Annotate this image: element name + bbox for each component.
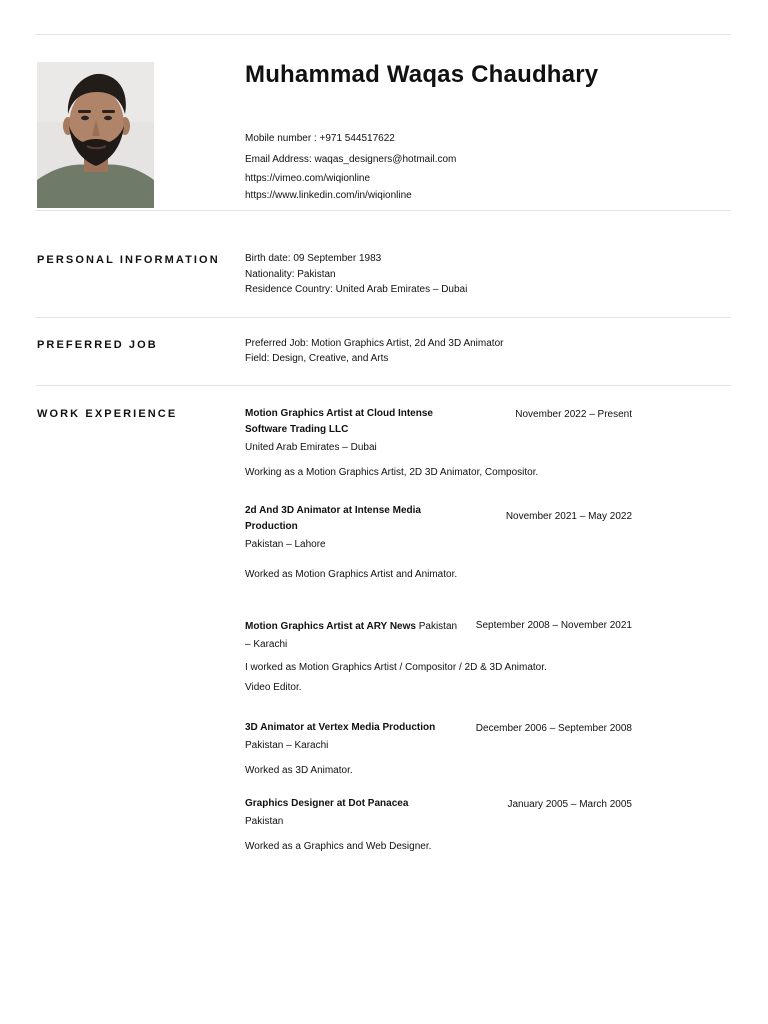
job-description: Worked as a Graphics and Web Designer. bbox=[245, 841, 432, 852]
person-portrait-icon bbox=[37, 62, 154, 208]
work-experience-heading: WORK EXPERIENCE bbox=[37, 408, 178, 420]
linkedin-link[interactable]: https://www.linkedin.com/in/wiqionline bbox=[245, 190, 412, 201]
full-name: Muhammad Waqas Chaudhary bbox=[245, 61, 599, 88]
top-divider bbox=[36, 34, 731, 35]
job-title-line: Software Trading LLC bbox=[245, 424, 349, 435]
profile-photo bbox=[37, 62, 154, 208]
preferred-job: Preferred Job: Motion Graphics Artist, 2d And 3D Animator bbox=[245, 338, 504, 349]
job-field: Field: Design, Creative, and Arts bbox=[245, 353, 389, 364]
job-location: Pakistan – Karachi bbox=[245, 740, 329, 751]
job-dates: November 2022 – Present bbox=[515, 409, 632, 420]
preferred-divider bbox=[36, 385, 731, 386]
vimeo-link[interactable]: https://vimeo.com/wiqionline bbox=[245, 173, 371, 184]
job-dates: November 2021 – May 2022 bbox=[505, 511, 632, 522]
job-title bbox=[245, 503, 460, 535]
job-title-line: Motion Graphics Artist at Cloud Intense bbox=[245, 408, 433, 419]
job-dates: December 2006 – September 2008 bbox=[475, 723, 632, 734]
job-title-line: Graphics Designer at Dot Panacea bbox=[245, 798, 409, 809]
job-title bbox=[245, 720, 505, 736]
job-description: Video Editor. bbox=[245, 682, 302, 693]
job-location: United Arab Emirates – Dubai bbox=[245, 442, 377, 453]
nationality: Nationality: Pakistan bbox=[245, 269, 336, 280]
job-title-line: – Karachi bbox=[245, 639, 288, 650]
job-dates: January 2005 – March 2005 bbox=[507, 799, 632, 810]
personal-divider bbox=[36, 317, 731, 318]
job-title-line bbox=[245, 618, 460, 636]
birth-date: Birth date: 09 September 1983 bbox=[245, 253, 382, 264]
job-title-location: Pakistan bbox=[415, 621, 458, 632]
job-title-line: Production bbox=[245, 521, 298, 532]
residence-country: Residence Country: United Arab Emirates – Dubai bbox=[245, 284, 468, 295]
personal-information-heading: PERSONAL INFORMATION bbox=[37, 254, 220, 266]
job-title-line: 3D Animator at Vertex Media Production bbox=[245, 722, 436, 733]
mobile-number: Mobile number : +971 544517622 bbox=[245, 133, 395, 144]
job-description: Worked as Motion Graphics Artist and Animator. bbox=[245, 569, 458, 580]
job-description: Worked as 3D Animator. bbox=[245, 765, 353, 776]
preferred-job-heading: PREFERRED JOB bbox=[37, 339, 158, 351]
header-divider bbox=[36, 210, 731, 211]
job-title-line: 2d And 3D Animator at Intense Media bbox=[245, 505, 421, 516]
job-location: Pakistan – Lahore bbox=[245, 539, 326, 550]
job-title bbox=[245, 618, 460, 654]
job-title-bold: Motion Graphics Artist at ARY News bbox=[245, 621, 416, 632]
job-description: I worked as Motion Graphics Artist / Compositor / 2D & 3D Animator. bbox=[245, 662, 547, 673]
job-title bbox=[245, 796, 460, 812]
job-title bbox=[245, 406, 460, 438]
email-address[interactable]: Email Address: waqas_designers@hotmail.com bbox=[245, 154, 457, 165]
job-description: Working as a Motion Graphics Artist, 2D 3D Animator, Compositor. bbox=[245, 467, 539, 478]
job-dates: September 2008 – November 2021 bbox=[475, 620, 632, 631]
job-location: Pakistan bbox=[245, 816, 284, 827]
